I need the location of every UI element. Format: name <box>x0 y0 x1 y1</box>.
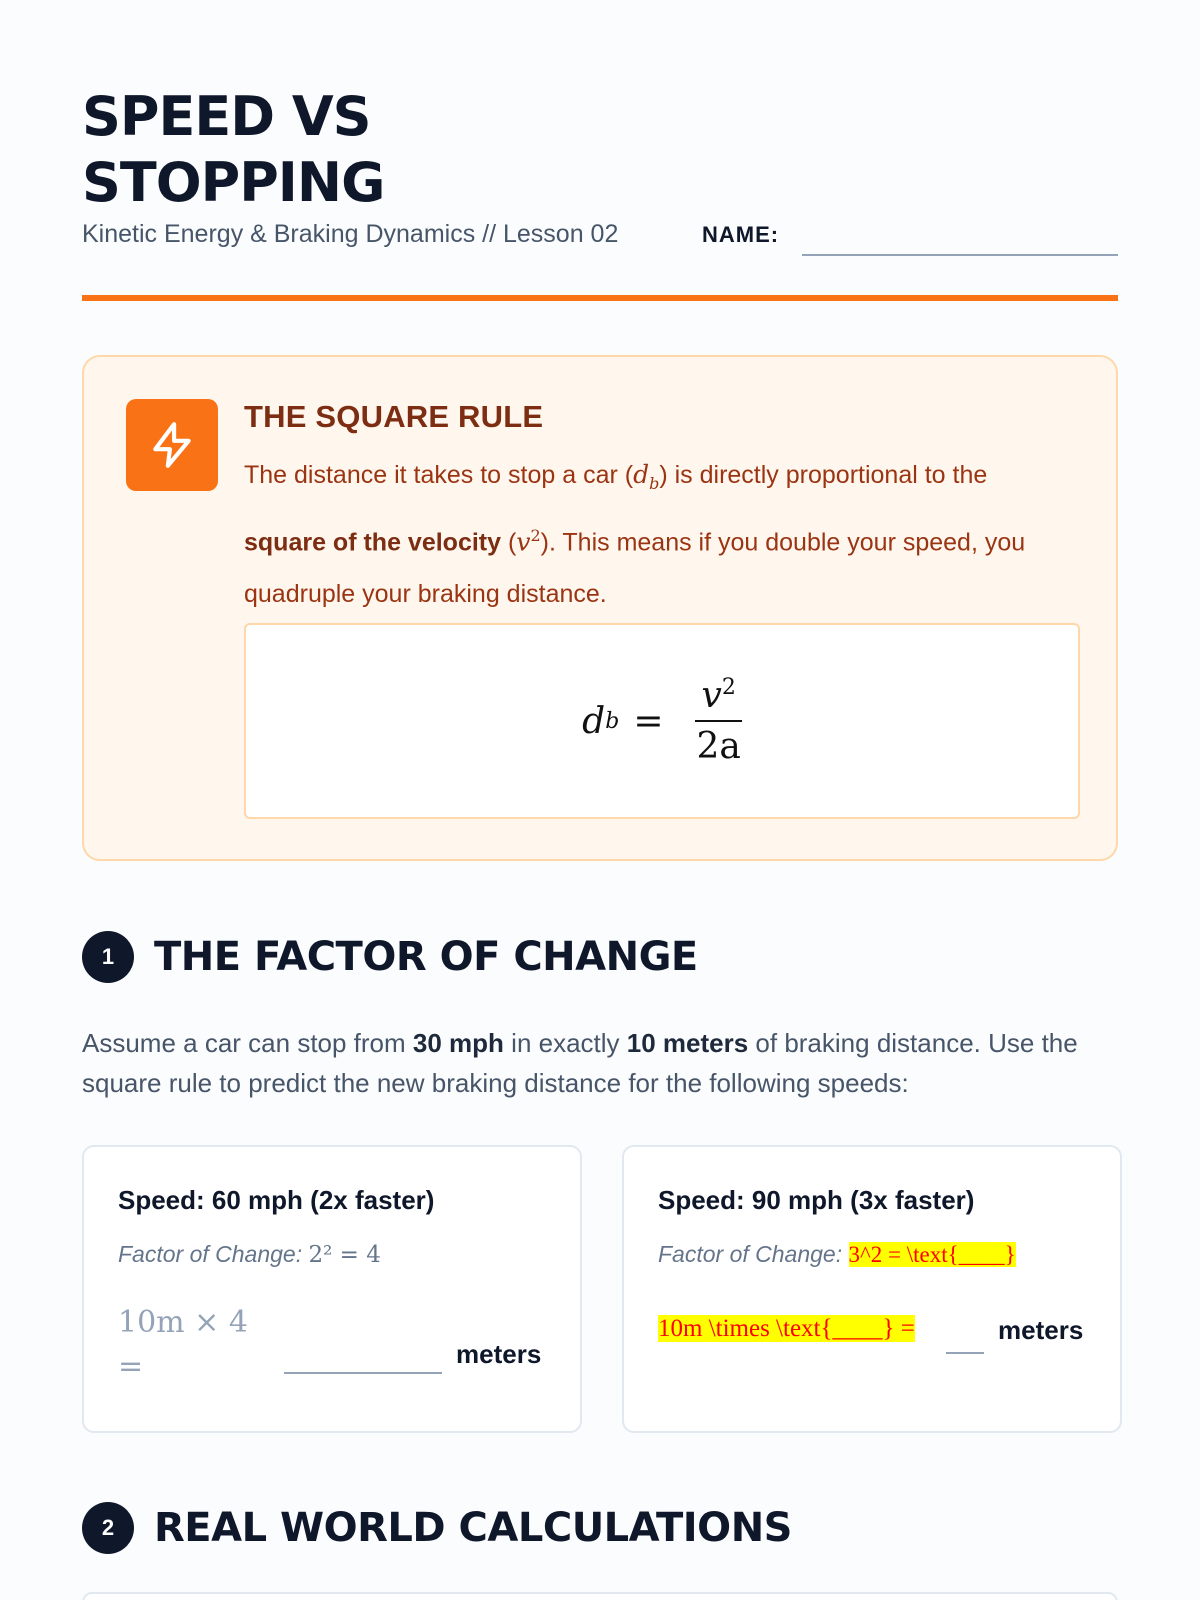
intro-text: of braking distance. Use the square rule to predict the new braking distance for the following speeds: <box>82 1028 1078 1098</box>
calc-expression <box>658 1315 915 1343</box>
section-number-badge: 1 <box>82 931 134 983</box>
section-2-card <box>82 1592 1118 1600</box>
formula-lhs-sub: b <box>605 708 620 734</box>
name-label: NAME: <box>702 222 780 247</box>
card-title: Speed: 90 mph (3x faster) <box>658 1185 975 1215</box>
answer-blank[interactable] <box>284 1372 442 1374</box>
section-title: THE FACTOR OF CHANGE <box>154 934 698 980</box>
factor-math: 2² = 4 <box>308 1242 381 1268</box>
unit-label: meters <box>456 1339 542 1369</box>
header-divider <box>82 295 1118 301</box>
lightning-bolt-icon <box>126 399 218 491</box>
callout-text: The distance it takes to stop a car ( <box>244 461 634 489</box>
factor-of-change <box>658 1241 1016 1268</box>
var-v: v <box>516 527 531 557</box>
formula-denominator: 2a <box>696 726 741 767</box>
calc-expression: 10m × 4 <box>118 1305 248 1340</box>
formula-lhs: d <box>582 700 606 742</box>
callout-bold: square of the velocity <box>244 528 502 557</box>
intro-text: in exactly <box>503 1028 627 1058</box>
page-title: SPEED VS STOPPING <box>82 85 385 214</box>
name-field[interactable] <box>802 254 1118 256</box>
callout-text: ) is directly proportional to the <box>659 461 988 489</box>
problem-card-60mph <box>82 1145 582 1433</box>
answer-blank[interactable] <box>946 1352 984 1354</box>
lesson-subtitle: Kinetic Energy & Braking Dynamics // Lesson 02 <box>82 220 619 248</box>
intro-bold: 30 mph <box>412 1028 504 1058</box>
calc-raw-latex: 10m \times \text{____} = <box>658 1315 915 1342</box>
formula-box <box>244 623 1080 819</box>
card-title: Speed: 60 mph (2x faster) <box>118 1185 435 1215</box>
unit-label: meters <box>998 1315 1084 1345</box>
section-title: REAL WORLD CALCULATIONS <box>154 1505 792 1551</box>
callout-text: ). This means if you double your speed, you quadruple your braking distance. <box>244 528 1026 609</box>
braking-formula <box>246 625 1078 817</box>
section-number-badge: 2 <box>82 1502 134 1554</box>
numerator-var: v <box>701 675 722 716</box>
section-1-intro <box>82 1023 1122 1103</box>
square-rule-callout <box>82 355 1118 861</box>
intro-text: Assume a car can stop from <box>82 1028 413 1058</box>
var-v-sup: 2 <box>530 526 541 545</box>
factor-of-change <box>118 1241 381 1268</box>
numerator-sup: 2 <box>721 675 736 700</box>
formula-equals: = <box>633 700 664 742</box>
worksheet-header <box>82 84 1118 248</box>
factor-raw-latex: 3^2 = \text{____} <box>848 1242 1016 1267</box>
section-2-heading <box>82 1502 792 1554</box>
callout-title: THE SQUARE RULE <box>244 399 544 434</box>
factor-label: Factor of Change: <box>118 1241 309 1267</box>
problem-card-90mph <box>622 1145 1122 1433</box>
callout-text: ( <box>501 528 517 557</box>
formula-numerator <box>695 675 741 722</box>
section-1-heading <box>82 931 698 983</box>
var-d-sub: b <box>649 474 660 493</box>
calc-equals: = <box>118 1349 144 1384</box>
formula-fraction <box>695 675 741 767</box>
subtitle-row <box>82 220 1118 260</box>
callout-body <box>244 449 1074 620</box>
intro-bold: 10 meters <box>626 1028 749 1058</box>
factor-label: Factor of Change: <box>658 1241 849 1267</box>
var-d: d <box>633 460 650 489</box>
